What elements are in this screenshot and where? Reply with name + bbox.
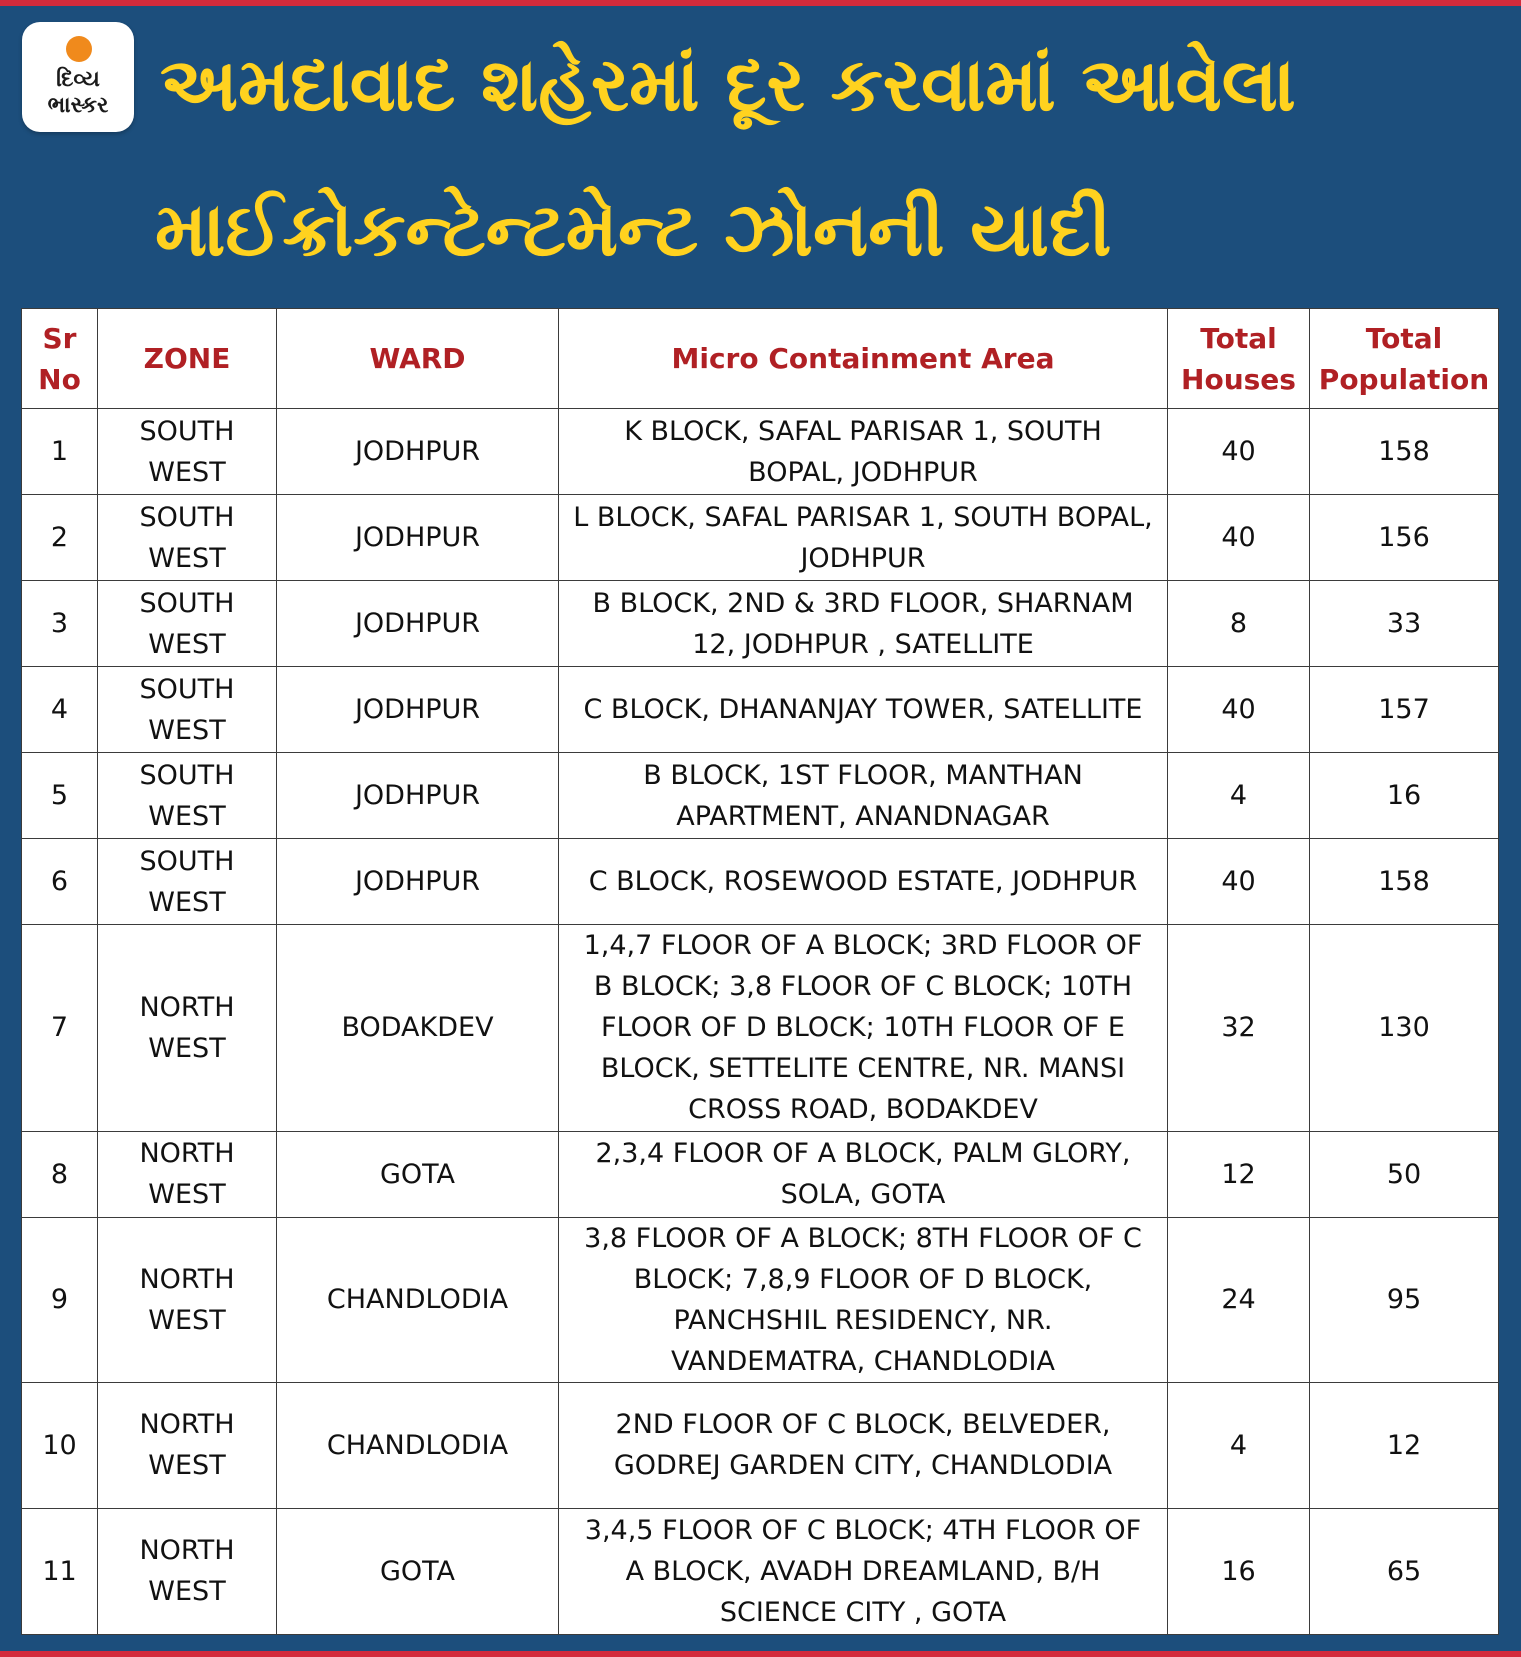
cell-total-population: 65	[1310, 1508, 1499, 1634]
cell-ward: GOTA	[277, 1131, 559, 1217]
cell-area: B BLOCK, 2ND & 3RD FLOOR, SHARNAM 12, JODHPUR , SATELLITE	[559, 581, 1168, 667]
cell-ward: GOTA	[277, 1508, 559, 1634]
cell-sr-no: 6	[22, 839, 98, 925]
containment-table-panel	[21, 308, 1498, 1635]
cell-sr-no: 5	[22, 753, 98, 839]
cell-zone: NORTH WEST	[98, 925, 277, 1131]
table-row	[22, 409, 1499, 495]
cell-total-population: 12	[1310, 1382, 1499, 1508]
cell-zone: SOUTH WEST	[98, 839, 277, 925]
cell-ward: JODHPUR	[277, 839, 559, 925]
cell-area: 3,8 FLOOR OF A BLOCK; 8TH FLOOR OF C BLOCK; 7,8,9 FLOOR OF D BLOCK, PANCHSHIL RESIDENCY, NR. VANDEMATRA, CHANDLODIA	[559, 1217, 1168, 1382]
cell-total-houses: 16	[1168, 1508, 1310, 1634]
table-row	[22, 839, 1499, 925]
header-total-houses: Total Houses	[1168, 309, 1310, 409]
page-title-line1: અમદાવાદ શહેરમાં દૂર કરવામાં આવેલા	[160, 42, 1296, 128]
cell-total-population: 158	[1310, 409, 1499, 495]
cell-sr-no: 9	[22, 1217, 98, 1382]
header-total-population: Total Population	[1310, 309, 1499, 409]
header-ward: WARD	[277, 309, 559, 409]
cell-total-houses: 32	[1168, 925, 1310, 1131]
cell-ward: BODAKDEV	[277, 925, 559, 1131]
cell-total-houses: 4	[1168, 753, 1310, 839]
cell-total-houses: 40	[1168, 409, 1310, 495]
header-area: Micro Containment Area	[559, 309, 1168, 409]
cell-area: C BLOCK, DHANANJAY TOWER, SATELLITE	[559, 667, 1168, 753]
page-title-line2: માઈક્રોકન્ટેન્ટમેન્ટ ઝોનની યાદી	[155, 187, 1112, 273]
table-row	[22, 753, 1499, 839]
cell-total-houses: 12	[1168, 1131, 1310, 1217]
cell-zone: NORTH WEST	[98, 1217, 277, 1382]
cell-total-houses: 40	[1168, 839, 1310, 925]
table-row	[22, 1217, 1499, 1382]
cell-total-population: 157	[1310, 667, 1499, 753]
logo-text-line1: દિવ્ય	[56, 67, 100, 92]
header-sr-no: Sr No	[22, 309, 98, 409]
cell-total-population: 158	[1310, 839, 1499, 925]
logo-text-line2: ભાસ્કર	[47, 93, 109, 118]
cell-zone: SOUTH WEST	[98, 495, 277, 581]
cell-sr-no: 1	[22, 409, 98, 495]
divya-bhaskar-logo	[22, 22, 134, 132]
cell-area: 3,4,5 FLOOR OF C BLOCK; 4TH FLOOR OF A BLOCK, AVADH DREAMLAND, B/H SCIENCE CITY , GOTA	[559, 1508, 1168, 1634]
cell-ward: JODHPUR	[277, 409, 559, 495]
table-header-row	[22, 309, 1499, 409]
cell-total-population: 16	[1310, 753, 1499, 839]
header-zone: ZONE	[98, 309, 277, 409]
cell-ward: JODHPUR	[277, 495, 559, 581]
cell-area: 1,4,7 FLOOR OF A BLOCK; 3RD FLOOR OF B BLOCK; 3,8 FLOOR OF C BLOCK; 10TH FLOOR OF D BLOCK; 10TH FLOOR OF E BLOCK, SETTELITE CENTRE, NR. MANSI CROSS ROAD, BODAKDEV	[559, 925, 1168, 1131]
sun-icon	[66, 36, 92, 62]
cell-zone: SOUTH WEST	[98, 581, 277, 667]
cell-ward: CHANDLODIA	[277, 1217, 559, 1382]
bottom-accent-rule	[0, 1651, 1521, 1657]
cell-area: K BLOCK, SAFAL PARISAR 1, SOUTH BOPAL, JODHPUR	[559, 409, 1168, 495]
cell-sr-no: 11	[22, 1508, 98, 1634]
cell-sr-no: 7	[22, 925, 98, 1131]
cell-total-houses: 4	[1168, 1382, 1310, 1508]
cell-area: 2ND FLOOR OF C BLOCK, BELVEDER, GODREJ GARDEN CITY, CHANDLODIA	[559, 1382, 1168, 1508]
table-row	[22, 1382, 1499, 1508]
cell-zone: SOUTH WEST	[98, 667, 277, 753]
cell-zone: NORTH WEST	[98, 1131, 277, 1217]
cell-zone: NORTH WEST	[98, 1382, 277, 1508]
cell-total-population: 95	[1310, 1217, 1499, 1382]
cell-sr-no: 10	[22, 1382, 98, 1508]
cell-area: L BLOCK, SAFAL PARISAR 1, SOUTH BOPAL, JODHPUR	[559, 495, 1168, 581]
cell-sr-no: 4	[22, 667, 98, 753]
cell-total-population: 130	[1310, 925, 1499, 1131]
cell-total-population: 50	[1310, 1131, 1499, 1217]
cell-zone: SOUTH WEST	[98, 753, 277, 839]
cell-total-houses: 40	[1168, 495, 1310, 581]
cell-zone: SOUTH WEST	[98, 409, 277, 495]
cell-sr-no: 2	[22, 495, 98, 581]
cell-total-houses: 8	[1168, 581, 1310, 667]
containment-zone-table	[21, 308, 1499, 1635]
cell-area: B BLOCK, 1ST FLOOR, MANTHAN APARTMENT, ANANDNAGAR	[559, 753, 1168, 839]
cell-ward: JODHPUR	[277, 753, 559, 839]
top-accent-rule	[0, 0, 1521, 6]
cell-ward: CHANDLODIA	[277, 1382, 559, 1508]
table-row	[22, 1131, 1499, 1217]
table-row	[22, 925, 1499, 1131]
table-row	[22, 581, 1499, 667]
cell-total-houses: 40	[1168, 667, 1310, 753]
cell-sr-no: 3	[22, 581, 98, 667]
table-row	[22, 1508, 1499, 1634]
cell-sr-no: 8	[22, 1131, 98, 1217]
cell-ward: JODHPUR	[277, 581, 559, 667]
cell-total-population: 156	[1310, 495, 1499, 581]
cell-total-population: 33	[1310, 581, 1499, 667]
table-row	[22, 495, 1499, 581]
cell-total-houses: 24	[1168, 1217, 1310, 1382]
cell-ward: JODHPUR	[277, 667, 559, 753]
cell-area: C BLOCK, ROSEWOOD ESTATE, JODHPUR	[559, 839, 1168, 925]
table-row	[22, 667, 1499, 753]
cell-zone: NORTH WEST	[98, 1508, 277, 1634]
cell-area: 2,3,4 FLOOR OF A BLOCK, PALM GLORY, SOLA, GOTA	[559, 1131, 1168, 1217]
